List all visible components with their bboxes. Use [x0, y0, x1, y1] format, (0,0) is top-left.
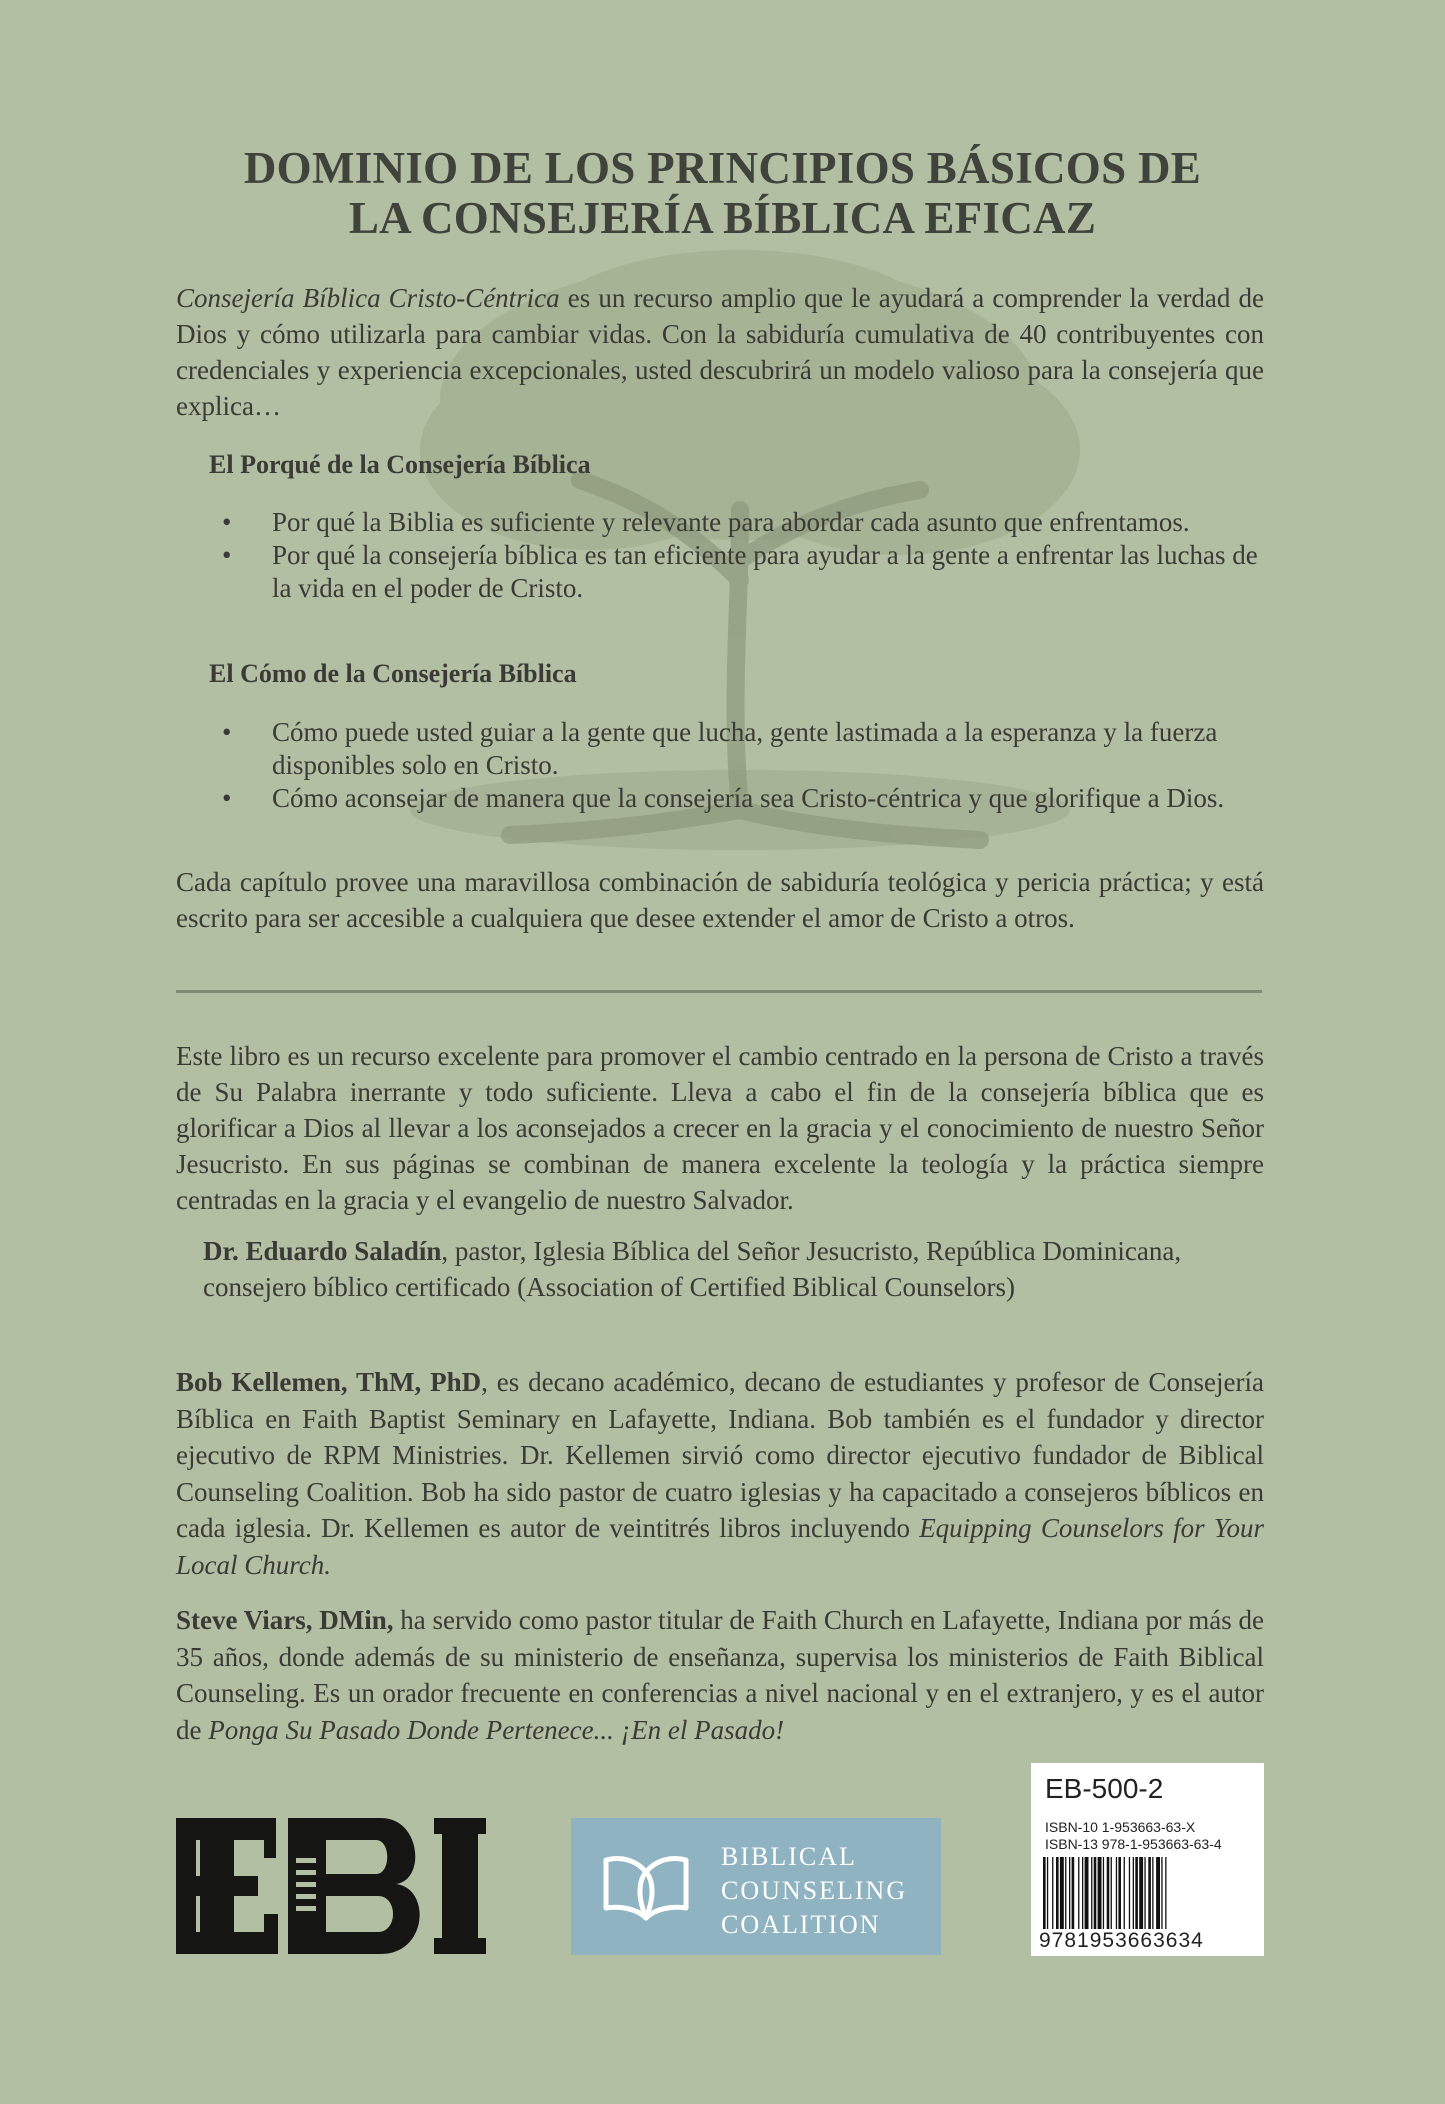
kellemen-name: Bob Kellemen, ThM, PhD — [176, 1367, 482, 1397]
barcode-bar — [1082, 1857, 1083, 1929]
endorsement-attribution — [203, 1233, 1263, 1305]
why-heading: El Porqué de la Consejería Bíblica — [209, 450, 591, 479]
barcode-bar — [1091, 1857, 1092, 1929]
divider — [176, 990, 1262, 993]
barcode-bar — [1056, 1857, 1059, 1929]
why-bullet-2 — [210, 539, 1260, 605]
barcode-bar — [1078, 1857, 1079, 1929]
endorsement-quote: Este libro es un recurso excelente para promover el cambio centrado en la persona de Cristo a través de Su Palabra inerrante y todo suficiente. Lleva a cabo el fin de la consejería bíblica que es glorificar a Dios al llevar a los aconsejados a crecer en la gracia y el conocimiento de nuestro Señor Jesucristo. En sus páginas se combinan de manera excelente la teología y la práctica siempre centradas en la gracia y el evangelio de nuestro Salvador. — [176, 1041, 1264, 1215]
barcode-bar — [1165, 1857, 1166, 1929]
barcode-bar — [1065, 1857, 1066, 1929]
bio-kellemen — [176, 1364, 1264, 1583]
barcode-bar — [1069, 1857, 1070, 1929]
barcode-bar — [1060, 1857, 1064, 1929]
barcode-bar — [1116, 1857, 1117, 1929]
intro-book-title: Consejería Bíblica Cristo-Céntrica — [176, 283, 560, 313]
barcode-bar — [1156, 1857, 1160, 1929]
kellemen-text: , es decano académico, decano de estudiantes y profesor de Consejería Bíblica en Faith Baptist Seminary en Lafayette, Indiana. Bob también es el fundador y director ejecutivo de RPM Ministries. Dr. Kellemen sirvió como director ejecutivo fundador de Biblical Counseling Coalition. Bob ha sido pastor de cuatro iglesias y ha capacitado a consejeros bíblicos en cada iglesia. Dr. Kellemen es autor de veintitrés libros incluyendo — [176, 1367, 1264, 1543]
ebi-logo — [176, 1818, 486, 1954]
intro-text: es un recurso amplio que le ayudará a comprender la verdad de Dios y cómo utilizarla para cambiar vidas. Con la sabiduría cumulativa de 40 contribuyentes con credenciales y experiencia excepcionales, usted descubrirá un modelo valioso para la consejería que explica… — [176, 283, 1264, 421]
bullet-dot: • — [222, 717, 232, 747]
why-bullet-2-text: Por qué la consejería bíblica es tan eficiente para ayudar a la gente a enfrentar las luchas de la vida en el poder de Cristo. — [272, 540, 1258, 603]
how-bullet-2 — [210, 782, 1260, 815]
barcode-bar — [1052, 1857, 1053, 1929]
how-heading: El Cómo de la Consejería Bíblica — [209, 659, 577, 688]
barcode-bar — [1047, 1857, 1048, 1929]
how-bullet-list — [210, 716, 1260, 815]
why-bullet-list — [210, 506, 1260, 605]
why-bullet-1 — [210, 506, 1260, 539]
bullet-dot: • — [222, 540, 232, 570]
how-bullet-1-text: Cómo puede usted guiar a la gente que lucha, gente lastimada a la esperanza y la fuerza disponibles solo en Cristo. — [272, 717, 1218, 780]
barcode-bar — [1133, 1857, 1134, 1929]
closing-paragraph: Cada capítulo provee una maravillosa combinación de sabiduría teológica y pericia práctica; y está escrito para ser accesible a cualquiera que desee extender el amor de Cristo a otros. — [176, 867, 1264, 933]
title-line-2: LA CONSEJERÍA BÍBLICA EFICAZ — [348, 193, 1097, 243]
barcode-bar — [1098, 1857, 1102, 1929]
isbn-13: ISBN-13 978-1-953663-63-4 — [1045, 1836, 1222, 1852]
endorser-role: , pastor, Iglesia Bíblica del Señor Jesucristo, República Dominicana, consejero bíblico certificado (Association of Certified Biblical Counselors) — [203, 1236, 1182, 1302]
barcode-bar — [1103, 1857, 1104, 1929]
viars-name: Steve Viars, DMin, — [176, 1605, 394, 1635]
intro-paragraph — [176, 280, 1264, 424]
bcc-logo-words — [721, 1840, 907, 1942]
bio-viars — [176, 1602, 1264, 1748]
title-line-1: DOMINIO DE LOS PRINCIPIOS BÁSICOS DE — [243, 143, 1202, 193]
barcode-bar — [1144, 1857, 1145, 1929]
how-bullet-2-text: Cómo aconsejar de manera que la consejería sea Cristo-céntrica y que glorifique a Dios. — [272, 783, 1225, 813]
how-bullet-1 — [210, 716, 1260, 782]
barcode-panel — [1031, 1763, 1264, 1956]
barcode-bar — [1139, 1857, 1143, 1929]
viars-book: Ponga Su Pasado Donde Pertenece... ¡En el Pasado! — [208, 1714, 785, 1745]
product-code: EB-500-2 — [1045, 1773, 1164, 1804]
barcode-bar — [1118, 1857, 1121, 1929]
barcode-bar — [1124, 1857, 1125, 1929]
barcode-bar — [1094, 1857, 1097, 1929]
endorser-name: Dr. Eduardo Saladín — [203, 1236, 442, 1266]
barcode-bar — [1152, 1857, 1153, 1929]
barcode-bar — [1135, 1857, 1138, 1929]
barcode-bar — [1129, 1857, 1130, 1929]
barcode-bar — [1161, 1857, 1162, 1929]
bcc-line-3: COALITION — [721, 1910, 881, 1939]
barcode-number: 9781953663634 — [1039, 1929, 1204, 1952]
barcode-bar — [1043, 1857, 1046, 1929]
kellemen-book: Equipping Counselors for Your Local Church. — [176, 1513, 1264, 1580]
bcc-line-2: COUNSELING — [721, 1876, 908, 1905]
bullet-dot: • — [222, 507, 232, 537]
isbn-10: ISBN-10 1-953663-63-X — [1045, 1819, 1196, 1835]
barcode-bar — [1085, 1857, 1089, 1929]
back-cover-title — [0, 143, 1445, 243]
why-bullet-1-text: Por qué la Biblia es suficiente y relevante para abordar cada asunto que enfrentamos. — [272, 507, 1190, 537]
barcode-bar — [1072, 1857, 1075, 1929]
barcode-bar — [1111, 1857, 1112, 1929]
open-book-icon — [601, 1848, 691, 1928]
bullet-dot: • — [222, 783, 232, 813]
barcode-bars — [1043, 1857, 1253, 1929]
viars-text: ha servido como pastor titular de Faith Church en Lafayette, Indiana por más de 35 años, donde además de su ministerio de enseñanza, supervisa los ministerios de Faith Biblical Counseling. Es un orador frecuente en conferencias a nivel nacional y en el extranjero, y es el autor de — [176, 1605, 1264, 1745]
bcc-logo — [571, 1818, 941, 1955]
bcc-line-1: BIBLICAL — [721, 1842, 857, 1871]
barcode-bar — [1148, 1857, 1151, 1929]
barcode-bar — [1107, 1857, 1110, 1929]
